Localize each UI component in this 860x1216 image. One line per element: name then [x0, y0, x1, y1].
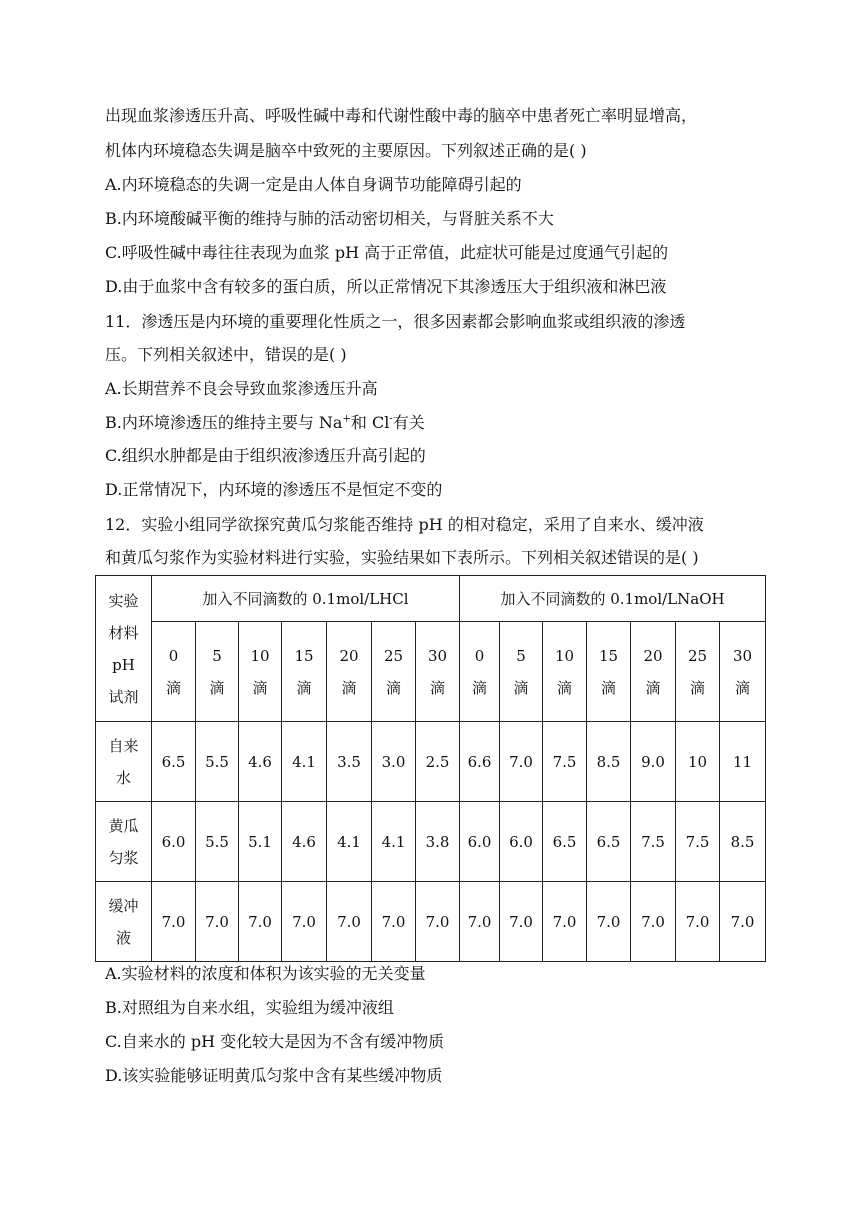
hcl-ph-value: 7.0: [416, 882, 460, 962]
hcl-ph-value: 3.0: [372, 722, 416, 802]
q11-option-c: C.组织水肿都是由于组织液渗透压升高引起的: [105, 446, 426, 465]
q11-stem-line-2: 压。下列相关叙述中，错误的是( ): [105, 345, 347, 364]
hcl-ph-value: 4.6: [282, 802, 327, 882]
naoh-ph-value: 7.0: [460, 882, 500, 962]
naoh-ph-value: 6.0: [460, 802, 500, 882]
sodium-charge: +: [342, 413, 351, 425]
q12-option-a: A.实验材料的浓度和体积为该实验的无关变量: [105, 964, 426, 983]
drop-unit: 滴: [513, 678, 529, 697]
corner-line-4: 试剂: [108, 687, 139, 706]
corner-line-3: pH: [112, 655, 135, 674]
naoh-ph-value: 9.0: [631, 722, 676, 802]
hcl-drop-header-0: [152, 622, 196, 722]
drop-count: 0: [168, 646, 179, 665]
q10-stem-line-2: 机体内环境稳态失调是脑卒中致死的主要原因。下列叙述正确的是( ): [105, 141, 587, 160]
drop-count: 30: [427, 646, 448, 665]
drop-unit: 滴: [645, 678, 661, 697]
naoh-ph-value: 8.5: [720, 802, 766, 882]
hcl-ph-value: 4.1: [372, 802, 416, 882]
hcl-drop-header-6: [416, 622, 460, 722]
drop-count: 15: [294, 646, 314, 665]
naoh-ph-value: 7.0: [676, 882, 720, 962]
hcl-ph-value: 7.0: [327, 882, 372, 962]
naoh-drop-header-2: [543, 622, 587, 722]
q11-option-b-pre: B.内环境渗透压的维持主要与 Na: [105, 413, 343, 432]
row-material-label: [96, 802, 152, 882]
naoh-ph-value: 7.0: [631, 882, 676, 962]
naoh-ph-value: 7.5: [676, 802, 720, 882]
row-material-label: [96, 882, 152, 962]
material-label-line: 黄瓜: [108, 816, 139, 835]
hcl-ph-value: 7.0: [152, 882, 196, 962]
drop-unit: 滴: [209, 678, 225, 697]
hcl-ph-value: 6.5: [152, 722, 196, 802]
hcl-ph-value: 5.5: [196, 722, 239, 802]
material-label-line: 匀浆: [108, 848, 139, 867]
hcl-ph-value: 7.0: [196, 882, 239, 962]
q11-option-d: D.正常情况下，内环境的渗透压不是恒定不变的: [105, 480, 443, 499]
drop-count: 10: [250, 646, 270, 665]
q11-option-a: A.长期营养不良会导致血浆渗透压升高: [105, 379, 378, 398]
material-label-line: 水: [115, 768, 131, 787]
table-body: [96, 722, 766, 962]
drop-count: 25: [687, 646, 708, 665]
naoh-ph-value: 7.0: [587, 882, 631, 962]
naoh-ph-value: 7.0: [720, 882, 766, 962]
hcl-drop-header-2: [239, 622, 282, 722]
naoh-ph-value: 11: [720, 722, 766, 802]
corner-line-1: 实验: [108, 591, 139, 610]
hcl-ph-value: 5.5: [196, 802, 239, 882]
naoh-drop-header-0: [460, 622, 500, 722]
drop-unit: 滴: [600, 678, 616, 697]
row-material-label: [96, 722, 152, 802]
drop-unit: 滴: [471, 678, 487, 697]
hcl-ph-value: 2.5: [416, 722, 460, 802]
q10-option-d: D.由于血浆中含有较多的蛋白质，所以正常情况下其渗透压大于组织液和淋巴液: [105, 277, 667, 296]
naoh-drop-header-6: [720, 622, 766, 722]
q11-stem-line-1: 11．渗透压是内环境的重要理化性质之一，很多因素都会影响血浆或组织液的渗透: [105, 312, 686, 331]
drop-unit: 滴: [296, 678, 312, 697]
naoh-ph-value: 6.5: [587, 802, 631, 882]
hcl-ph-value: 7.0: [239, 882, 282, 962]
drop-unit: 滴: [735, 678, 751, 697]
drop-count: 5: [212, 646, 222, 665]
drop-count: 15: [598, 646, 619, 665]
material-label-line: 自来: [108, 736, 139, 755]
naoh-drop-header-3: [587, 622, 631, 722]
q12-option-d: D.该实验能够证明黄瓜匀浆中含有某些缓冲物质: [105, 1066, 443, 1085]
material-label-line: 液: [115, 928, 131, 947]
naoh-ph-value: 7.5: [631, 802, 676, 882]
drop-unit: 滴: [165, 678, 181, 697]
drop-count: 10: [554, 646, 575, 665]
drop-count: 0: [474, 646, 485, 665]
table-row: [96, 802, 766, 882]
naoh-ph-value: 7.0: [500, 722, 543, 802]
table-row: [96, 882, 766, 962]
hcl-ph-value: 3.8: [416, 802, 460, 882]
hcl-drop-header-1: [196, 622, 239, 722]
drop-unit: 滴: [689, 678, 705, 697]
drop-unit: 滴: [429, 678, 445, 697]
hcl-drop-header-3: [282, 622, 327, 722]
hcl-header: 加入不同滴数的 0.1mol/LHCl: [152, 576, 460, 622]
drop-count: 25: [383, 646, 404, 665]
naoh-drop-header-1: [500, 622, 543, 722]
hcl-drop-header-5: [372, 622, 416, 722]
q10-option-b: B.内环境酸碱平衡的维持与肺的活动密切相关，与肾脏关系不大: [105, 209, 554, 228]
hcl-ph-value: 4.1: [282, 722, 327, 802]
naoh-ph-value: 7.0: [543, 882, 587, 962]
q11-option-b-post: 有关: [392, 413, 425, 432]
hcl-ph-value: 3.5: [327, 722, 372, 802]
q11-option-b: [105, 413, 425, 433]
chloride-charge: -: [389, 413, 393, 425]
ph-results-table: [95, 575, 766, 962]
q12-stem-line-1: 12．实验小组同学欲探究黄瓜匀浆能否维持 pH 的相对稳定，采用了自来水、缓冲液: [105, 515, 704, 534]
corner-line-2: 材料: [108, 623, 139, 642]
drop-count: 30: [732, 646, 753, 665]
drop-count: 20: [643, 646, 663, 665]
naoh-drop-header-5: [676, 622, 720, 722]
hcl-ph-value: 5.1: [239, 802, 282, 882]
hcl-drop-header-4: [327, 622, 372, 722]
q11-option-b-mid: 和 Cl: [350, 413, 390, 432]
drop-unit: 滴: [341, 678, 357, 697]
naoh-ph-value: 7.0: [500, 882, 543, 962]
hcl-ph-value: 6.0: [152, 802, 196, 882]
hcl-ph-value: 4.6: [239, 722, 282, 802]
q10-option-c: C.呼吸性碱中毒往往表现为血浆 pH 高于正常值，此症状可能是过度通气引起的: [105, 243, 669, 262]
hcl-ph-value: 7.0: [372, 882, 416, 962]
q10-option-a: A.内环境稳态的失调一定是由人体自身调节功能障碍引起的: [105, 175, 522, 194]
naoh-drop-header-4: [631, 622, 676, 722]
drop-count: 20: [339, 646, 359, 665]
naoh-ph-value: 10: [676, 722, 720, 802]
drop-unit: 滴: [252, 678, 268, 697]
drop-count: 5: [516, 646, 526, 665]
q12-option-c: C.自来水的 pH 变化较大是因为不含有缓冲物质: [105, 1032, 445, 1051]
q12-option-b: B.对照组为自来水组，实验组为缓冲液组: [105, 998, 394, 1017]
naoh-ph-value: 6.0: [500, 802, 543, 882]
q10-stem-line-1: 出现血浆渗透压升高、呼吸性碱中毒和代谢性酸中毒的脑卒中患者死亡率明显增高，: [105, 106, 698, 125]
drop-count-row: [96, 622, 766, 722]
hcl-ph-value: 7.0: [282, 882, 327, 962]
naoh-ph-value: 7.5: [543, 722, 587, 802]
hcl-ph-value: 4.1: [327, 802, 372, 882]
corner-header-cell: [96, 576, 152, 722]
material-label-line: 缓冲: [108, 896, 139, 915]
naoh-header: 加入不同滴数的 0.1mol/LNaOH: [460, 576, 766, 622]
table-row: [96, 722, 766, 802]
q12-stem-line-2: 和黄瓜匀浆作为实验材料进行实验，实验结果如下表所示。下列相关叙述错误的是( ): [105, 548, 699, 567]
drop-unit: 滴: [556, 678, 572, 697]
naoh-ph-value: 6.6: [460, 722, 500, 802]
naoh-ph-value: 8.5: [587, 722, 631, 802]
drop-unit: 滴: [385, 678, 401, 697]
naoh-ph-value: 6.5: [543, 802, 587, 882]
